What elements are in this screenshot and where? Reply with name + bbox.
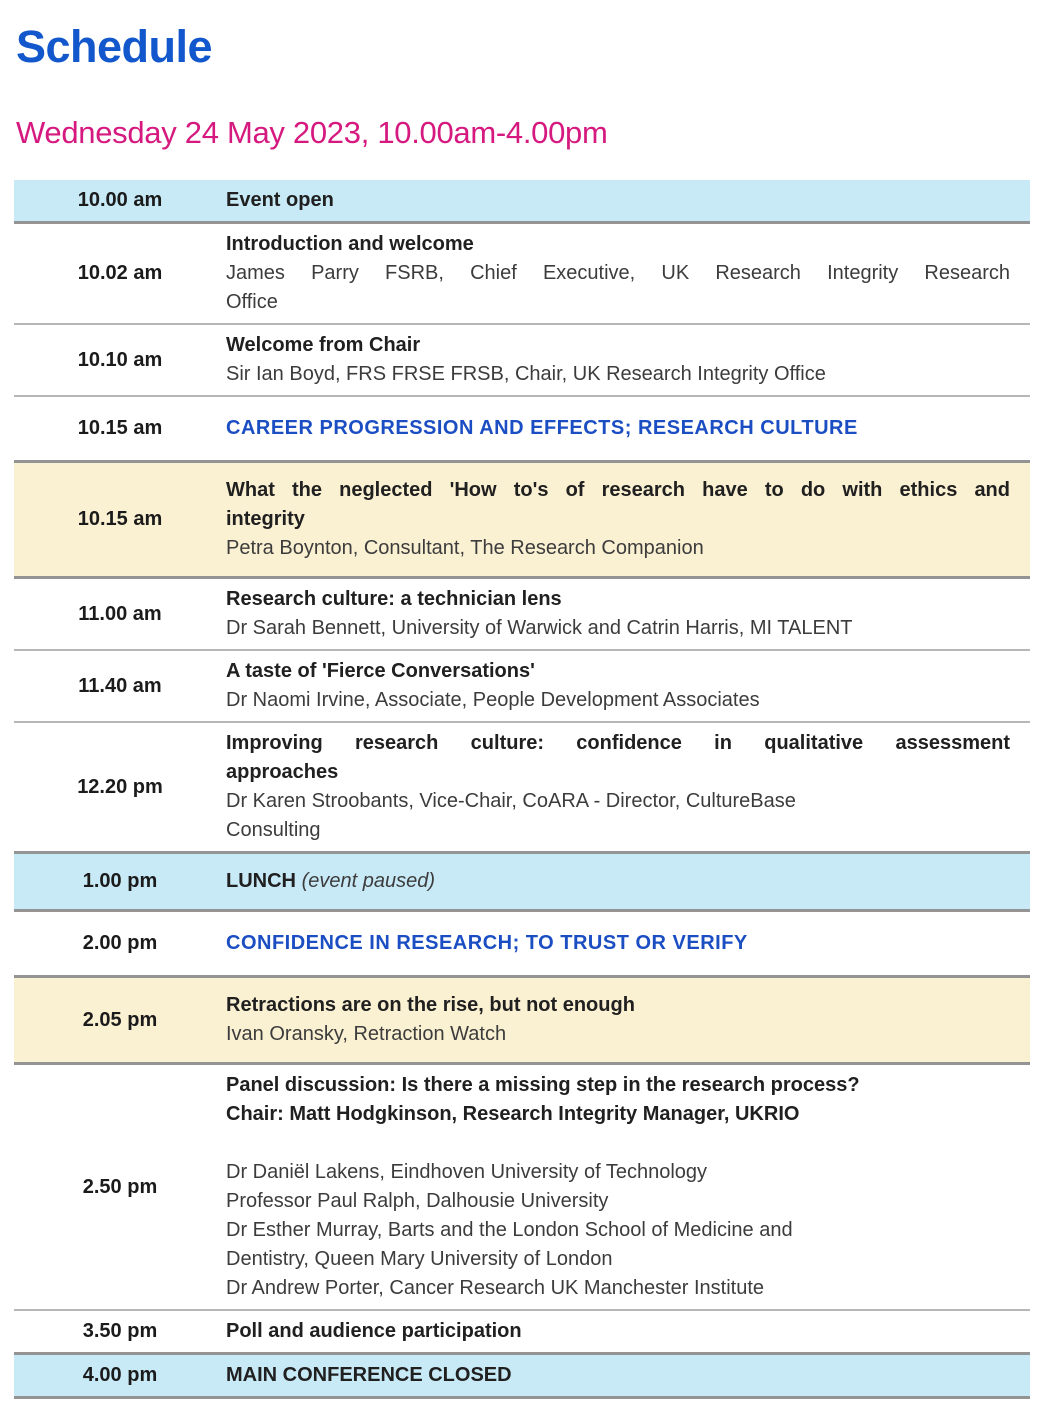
schedule-row [14, 576, 1030, 649]
session-title [226, 867, 1010, 896]
session-cell [226, 1065, 1030, 1309]
speaker-line: Petra Boynton, Consultant, The Research Companion [226, 537, 704, 560]
session-title-line: Panel discussion: Is there a missing step in the research process? [226, 1074, 860, 1097]
time-cell: 2.05 pm [82, 1008, 158, 1031]
schedule-row [14, 221, 1030, 323]
session-cell [226, 397, 1030, 460]
schedule-table [14, 180, 1030, 1399]
schedule-row [14, 909, 1030, 975]
session-speakers [226, 1020, 1010, 1049]
session-title-line: Retractions are on the rise, but not enough [226, 994, 635, 1017]
time-cell: 10.02 am [77, 262, 163, 285]
session-title [226, 729, 1010, 787]
time-cell: 10.00 am [77, 189, 163, 212]
session-speakers [226, 259, 1010, 317]
session-cell [226, 325, 1030, 395]
time-cell: 2.00 pm [82, 932, 158, 955]
schedule-row [14, 323, 1030, 395]
session-title [226, 476, 1010, 534]
session-speakers [226, 787, 1010, 845]
time-cell: 12.20 pm [77, 775, 163, 798]
session-title-line: Event open [226, 189, 334, 212]
session-speakers [226, 1158, 1010, 1303]
event-date-subtitle: Wednesday 24 May 2023, 10.00am-4.00pm [16, 115, 608, 150]
schedule-row [14, 1352, 1030, 1399]
session-cell [226, 912, 1030, 975]
session-title [226, 186, 1010, 215]
time-cell: 3.50 pm [82, 1320, 158, 1343]
session-title-line: A taste of 'Fierce Conversations' [226, 660, 535, 683]
session-title-line: Introduction and welcome [226, 233, 474, 256]
speaker-line: Ivan Oransky, Retraction Watch [226, 1023, 507, 1046]
session-title-line: Welcome from Chair [226, 334, 421, 357]
session-title [226, 657, 1010, 686]
speaker-line: Dr Sarah Bennett, University of Warwick and Catrin Harris, MI TALENT [226, 617, 853, 640]
session-title-text: LUNCH [226, 870, 296, 893]
session-cell [226, 1311, 1030, 1352]
time-cell: 4.00 pm [82, 1364, 158, 1387]
schedule-row [14, 395, 1030, 460]
time-cell: 1.00 pm [82, 870, 158, 893]
session-cell [226, 978, 1030, 1062]
speaker-line: Dr Karen Stroobants, Vice-Chair, CoARA - Director, CultureBase [226, 790, 796, 813]
session-title-line: Research culture: a technician lens [226, 588, 562, 611]
session-cell [226, 579, 1030, 649]
session-title-line: What the neglected 'How to's of research have to do with ethics and [226, 479, 1010, 502]
speaker-line: Dr Andrew Porter, Cancer Research UK Manchester Institute [226, 1277, 765, 1300]
session-cell [226, 1355, 1030, 1396]
session-title [226, 1361, 1010, 1390]
time-cell: 10.10 am [77, 348, 163, 371]
session-cell [226, 180, 1030, 221]
session-title [226, 331, 1010, 360]
time-cell: 10.15 am [77, 508, 163, 531]
session-speakers [226, 360, 1010, 389]
session-title [226, 230, 1010, 259]
speaker-line: Professor Paul Ralph, Dalhousie University [226, 1190, 609, 1213]
section-heading-line: CAREER PROGRESSION AND EFFECTS; RESEARCH CULTURE [226, 417, 858, 440]
session-speakers [226, 534, 1010, 563]
speaker-line: Dr Esther Murray, Barts and the London School of Medicine and [226, 1219, 793, 1242]
schedule-row [14, 721, 1030, 851]
session-title [226, 585, 1010, 614]
line-gap [226, 1129, 1010, 1158]
session-title-line: Improving research culture: confidence in qualitative assessment [226, 732, 1010, 755]
session-title-line [226, 867, 1010, 896]
session-cell [226, 463, 1030, 576]
session-title-line: MAIN CONFERENCE CLOSED [226, 1364, 512, 1387]
schedule-row [14, 851, 1030, 909]
section-heading-line: CONFIDENCE IN RESEARCH; TO TRUST OR VERIFY [226, 932, 748, 955]
time-cell: 11.40 am [78, 674, 162, 697]
lunch-note: (event paused) [301, 870, 435, 893]
session-cell [226, 224, 1030, 323]
session-cell [226, 723, 1030, 851]
session-cell [226, 854, 1030, 909]
session-title [226, 1317, 1010, 1346]
session-speakers [226, 614, 1010, 643]
schedule-row [14, 1062, 1030, 1309]
time-cell: 11.00 am [78, 602, 162, 625]
speaker-line: Dentistry, Queen Mary University of London [226, 1248, 613, 1271]
session-title [226, 1071, 1010, 1129]
speaker-line: James Parry FSRB, Chief Executive, UK Research Integrity Research [226, 262, 1010, 285]
speaker-line: Sir Ian Boyd, FRS FRSE FRSB, Chair, UK Research Integrity Office [226, 363, 826, 386]
time-cell: 2.50 pm [82, 1175, 158, 1198]
session-title-line: Poll and audience participation [226, 1320, 522, 1343]
schedule-row [14, 975, 1030, 1062]
session-title-line: integrity [226, 508, 305, 531]
speaker-line: Consulting [226, 819, 321, 842]
time-cell: 10.15 am [77, 417, 163, 440]
session-title [226, 929, 1010, 958]
schedule-row [14, 460, 1030, 576]
schedule-row [14, 180, 1030, 221]
session-title [226, 991, 1010, 1020]
schedule-row [14, 649, 1030, 721]
session-title-line: Chair: Matt Hodgkinson, Research Integrity Manager, UKRIO [226, 1103, 800, 1126]
session-title-line: approaches [226, 761, 339, 784]
speaker-line: Office [226, 291, 278, 314]
session-title [226, 414, 1010, 443]
page-title: Schedule [16, 21, 213, 72]
speaker-line: Dr Naomi Irvine, Associate, People Development Associates [226, 689, 760, 712]
session-cell [226, 651, 1030, 721]
schedule-row [14, 1309, 1030, 1352]
session-speakers [226, 686, 1010, 715]
speaker-line: Dr Daniël Lakens, Eindhoven University of Technology [226, 1161, 708, 1184]
